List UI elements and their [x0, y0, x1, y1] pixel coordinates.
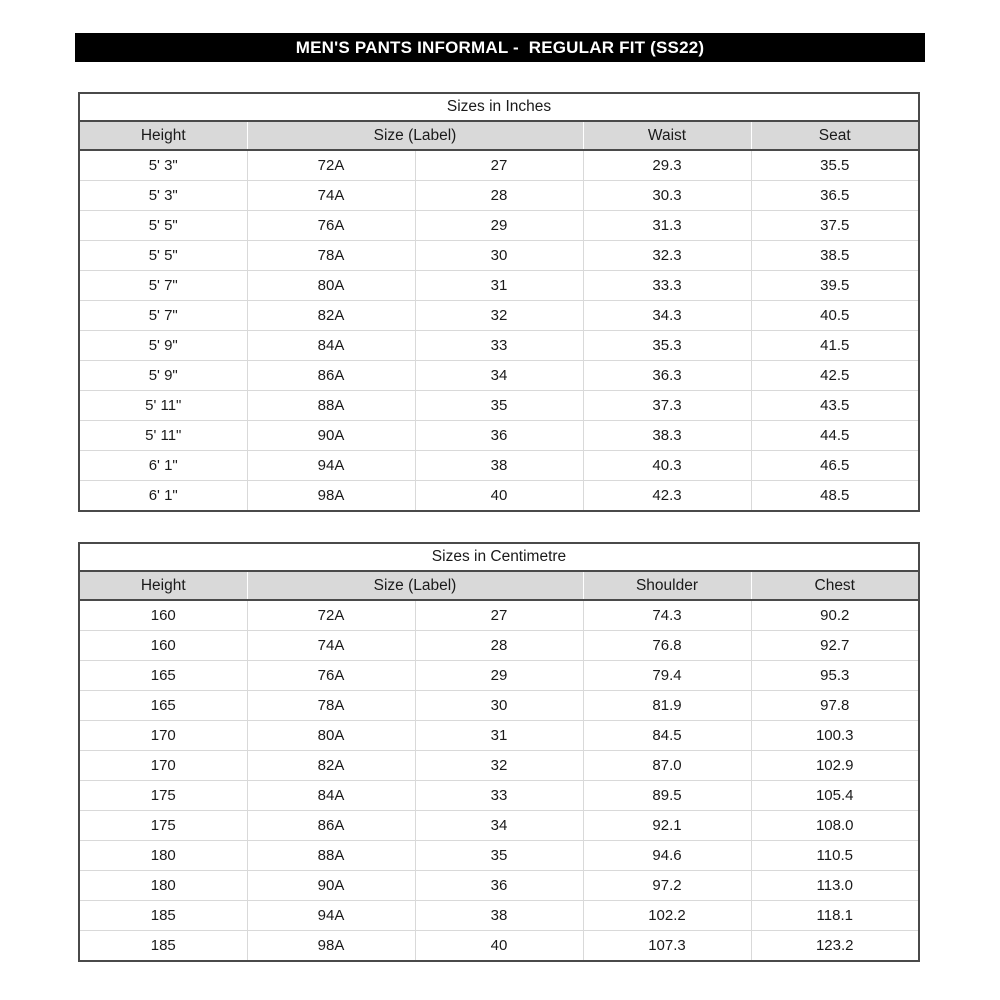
- table-cell: 110.5: [751, 841, 919, 871]
- table-cell: 31: [415, 271, 583, 301]
- table-row: [79, 691, 919, 721]
- table-cell: 28: [415, 631, 583, 661]
- table-cell: 160: [79, 600, 247, 631]
- table-cell: 76.8: [583, 631, 751, 661]
- table-row: [79, 421, 919, 451]
- table-cell: 80A: [247, 271, 415, 301]
- table-row: [79, 631, 919, 661]
- table-cell: 37.3: [583, 391, 751, 421]
- table-cell: 97.8: [751, 691, 919, 721]
- header-seat: Seat: [751, 121, 919, 150]
- table-cell: 175: [79, 781, 247, 811]
- table-cell: 32.3: [583, 241, 751, 271]
- table-cell: 29.3: [583, 150, 751, 181]
- table-title: Sizes in Centimetre: [79, 543, 919, 571]
- table-cell: 31.3: [583, 211, 751, 241]
- table-cell: 5' 9": [79, 331, 247, 361]
- table-cell: 78A: [247, 241, 415, 271]
- table-row: [79, 211, 919, 241]
- table-cell: 33: [415, 781, 583, 811]
- table-cell: 38.5: [751, 241, 919, 271]
- table-cell: 40: [415, 931, 583, 962]
- table-row: [79, 661, 919, 691]
- table-cell: 72A: [247, 150, 415, 181]
- header-chest: Chest: [751, 571, 919, 600]
- table-cell: 34: [415, 361, 583, 391]
- table-cell: 90A: [247, 871, 415, 901]
- table-cell: 30: [415, 691, 583, 721]
- table-title-row: [79, 93, 919, 121]
- table-row: [79, 391, 919, 421]
- table-cell: 102.9: [751, 751, 919, 781]
- table-row: [79, 241, 919, 271]
- table-cell: 48.5: [751, 481, 919, 512]
- table-cell: 44.5: [751, 421, 919, 451]
- table-cell: 6' 1": [79, 481, 247, 512]
- table-row: [79, 481, 919, 512]
- table-cell: 36: [415, 871, 583, 901]
- table-cell: 35.3: [583, 331, 751, 361]
- table-cell: 118.1: [751, 901, 919, 931]
- table-cell: 34: [415, 811, 583, 841]
- table-body: [79, 150, 919, 511]
- table-cell: 5' 5": [79, 211, 247, 241]
- table-cell: 40.3: [583, 451, 751, 481]
- table-cell: 41.5: [751, 331, 919, 361]
- table-cell: 32: [415, 301, 583, 331]
- table-cell: 100.3: [751, 721, 919, 751]
- header-waist: Waist: [583, 121, 751, 150]
- table-cell: 27: [415, 600, 583, 631]
- table-cell: 37.5: [751, 211, 919, 241]
- header-size-label: Size (Label): [247, 571, 583, 600]
- page-title: MEN'S PANTS INFORMAL - REGULAR FIT (SS22): [75, 33, 925, 62]
- table-cell: 5' 11": [79, 421, 247, 451]
- table-cell: 108.0: [751, 811, 919, 841]
- table-row: [79, 751, 919, 781]
- table-cell: 27: [415, 150, 583, 181]
- table-cell: 79.4: [583, 661, 751, 691]
- table-row: [79, 901, 919, 931]
- table-cell: 6' 1": [79, 451, 247, 481]
- table-cell: 5' 7": [79, 301, 247, 331]
- table-cell: 170: [79, 751, 247, 781]
- table-cell: 180: [79, 871, 247, 901]
- table-cell: 160: [79, 631, 247, 661]
- header-size-label: Size (Label): [247, 121, 583, 150]
- table-row: [79, 600, 919, 631]
- table-cell: 33: [415, 331, 583, 361]
- table-cell: 30: [415, 241, 583, 271]
- table-cell: 81.9: [583, 691, 751, 721]
- table-cell: 98A: [247, 931, 415, 962]
- table-cell: 165: [79, 691, 247, 721]
- header-height: Height: [79, 121, 247, 150]
- table-cell: 74A: [247, 181, 415, 211]
- table-cell: 105.4: [751, 781, 919, 811]
- table-cell: 185: [79, 931, 247, 962]
- table-cell: 33.3: [583, 271, 751, 301]
- table-cell: 74.3: [583, 600, 751, 631]
- table-cell: 72A: [247, 600, 415, 631]
- table-cell: 32: [415, 751, 583, 781]
- table-cell: 82A: [247, 751, 415, 781]
- table-row: [79, 871, 919, 901]
- table-row: [79, 181, 919, 211]
- table-cell: 84A: [247, 781, 415, 811]
- table-row: [79, 931, 919, 962]
- table-cell: 5' 5": [79, 241, 247, 271]
- table-header-row: [79, 571, 919, 600]
- table-cell: 46.5: [751, 451, 919, 481]
- table-cell: 30.3: [583, 181, 751, 211]
- table-cell: 31: [415, 721, 583, 751]
- sizes-in-inches-table: [78, 92, 920, 512]
- table-cell: 43.5: [751, 391, 919, 421]
- table-cell: 175: [79, 811, 247, 841]
- table-cell: 89.5: [583, 781, 751, 811]
- table-cell: 113.0: [751, 871, 919, 901]
- table-cell: 95.3: [751, 661, 919, 691]
- table-row: [79, 721, 919, 751]
- sizes-in-centimetre-table: [78, 542, 920, 962]
- table-cell: 5' 3": [79, 150, 247, 181]
- table-cell: 78A: [247, 691, 415, 721]
- table-cell: 38: [415, 451, 583, 481]
- table-cell: 94A: [247, 451, 415, 481]
- table-cell: 180: [79, 841, 247, 871]
- table-cell: 38.3: [583, 421, 751, 451]
- table-cell: 40.5: [751, 301, 919, 331]
- table-cell: 29: [415, 661, 583, 691]
- table-cell: 87.0: [583, 751, 751, 781]
- table-body: [79, 600, 919, 961]
- table-row: [79, 841, 919, 871]
- table-cell: 35: [415, 841, 583, 871]
- table-row: [79, 451, 919, 481]
- table-cell: 76A: [247, 661, 415, 691]
- table-cell: 84A: [247, 331, 415, 361]
- table-cell: 36.3: [583, 361, 751, 391]
- table-cell: 102.2: [583, 901, 751, 931]
- table-row: [79, 301, 919, 331]
- table-title-row: [79, 543, 919, 571]
- table-cell: 5' 7": [79, 271, 247, 301]
- table-cell: 88A: [247, 841, 415, 871]
- table-cell: 42.5: [751, 361, 919, 391]
- table-row: [79, 811, 919, 841]
- table-cell: 92.1: [583, 811, 751, 841]
- table-header-row: [79, 121, 919, 150]
- table-cell: 88A: [247, 391, 415, 421]
- table-cell: 123.2: [751, 931, 919, 962]
- table-cell: 94A: [247, 901, 415, 931]
- table-cell: 170: [79, 721, 247, 751]
- table-cell: 36: [415, 421, 583, 451]
- table-row: [79, 781, 919, 811]
- table-cell: 86A: [247, 811, 415, 841]
- table-cell: 84.5: [583, 721, 751, 751]
- table-cell: 28: [415, 181, 583, 211]
- table-cell: 5' 3": [79, 181, 247, 211]
- table-cell: 82A: [247, 301, 415, 331]
- table-cell: 92.7: [751, 631, 919, 661]
- table-cell: 107.3: [583, 931, 751, 962]
- table-cell: 185: [79, 901, 247, 931]
- table-title: Sizes in Inches: [79, 93, 919, 121]
- table-cell: 97.2: [583, 871, 751, 901]
- table-cell: 39.5: [751, 271, 919, 301]
- table-cell: 74A: [247, 631, 415, 661]
- table-cell: 94.6: [583, 841, 751, 871]
- table-cell: 35: [415, 391, 583, 421]
- table-cell: 38: [415, 901, 583, 931]
- header-height: Height: [79, 571, 247, 600]
- table-cell: 165: [79, 661, 247, 691]
- table-cell: 42.3: [583, 481, 751, 512]
- table-cell: 90.2: [751, 600, 919, 631]
- table-row: [79, 150, 919, 181]
- table-cell: 29: [415, 211, 583, 241]
- table-cell: 86A: [247, 361, 415, 391]
- table-row: [79, 331, 919, 361]
- table-cell: 35.5: [751, 150, 919, 181]
- table-cell: 80A: [247, 721, 415, 751]
- table-cell: 34.3: [583, 301, 751, 331]
- table-cell: 36.5: [751, 181, 919, 211]
- table-cell: 76A: [247, 211, 415, 241]
- table-cell: 5' 9": [79, 361, 247, 391]
- table-row: [79, 271, 919, 301]
- table-cell: 40: [415, 481, 583, 512]
- table-cell: 98A: [247, 481, 415, 512]
- table-cell: 90A: [247, 421, 415, 451]
- header-shoulder: Shoulder: [583, 571, 751, 600]
- table-row: [79, 361, 919, 391]
- table-cell: 5' 11": [79, 391, 247, 421]
